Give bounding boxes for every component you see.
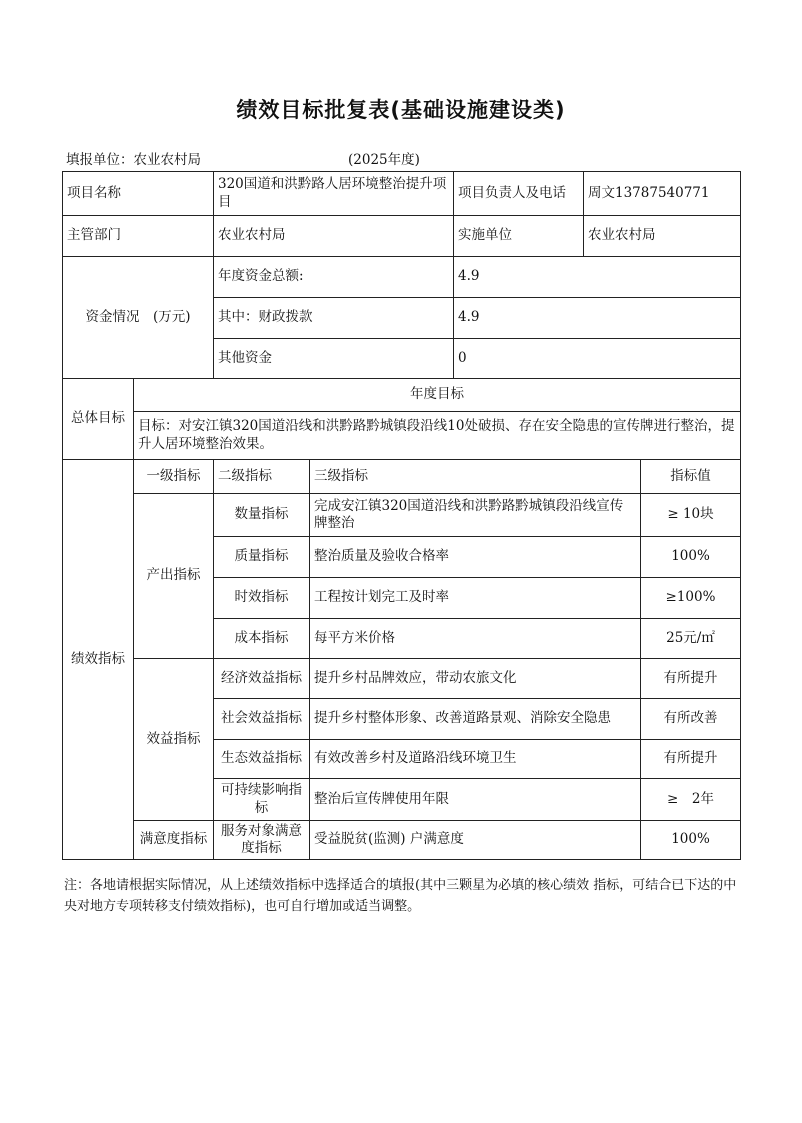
impl-value: 农业农村局	[583, 215, 741, 257]
goal-label: 总体目标	[62, 378, 134, 460]
indicator-l2: 生态效益指标	[213, 739, 310, 779]
satisfaction-indicator-group: 满意度指标	[133, 820, 214, 860]
header-value: 指标值	[640, 459, 741, 494]
indicator-l2: 质量指标	[213, 536, 310, 578]
indicator-l3: 工程按计划完工及时率	[309, 577, 641, 619]
header-level1: 一级指标	[133, 459, 214, 494]
indicator-l3: 有效改善乡村及道路沿线环境卫生	[309, 739, 641, 779]
funds-label: 资金情况 (万元)	[62, 256, 214, 379]
indicator-l3: 提升乡村品牌效应，带动农旅文化	[309, 658, 641, 699]
indicator-value: ≥ 2年	[640, 778, 741, 821]
indicator-l3: 受益脱贫(监测) 户满意度	[309, 820, 641, 860]
output-indicator-group: 产出指标	[133, 493, 214, 659]
indicator-value: ≥ 10块	[640, 493, 741, 537]
indicator-l3: 提升乡村整体形象、改善道路景观、消除安全隐患	[309, 698, 641, 740]
indicator-value: 有所提升	[640, 658, 741, 699]
performance-table	[62, 171, 741, 860]
impl-label: 实施单位	[453, 215, 584, 257]
indicator-l3: 整治后宣传牌使用年限	[309, 778, 641, 821]
indicator-value: 100%	[640, 820, 741, 860]
indicator-l2: 成本指标	[213, 618, 310, 659]
funds-total-label: 年度资金总额:	[213, 256, 454, 298]
project-name-value: 320国道和洪黔路人居环境整治提升项目	[213, 171, 454, 216]
indicator-value: 25元/㎡	[640, 618, 741, 659]
funds-other-value: 0	[453, 338, 741, 379]
indicator-value: 有所提升	[640, 739, 741, 779]
project-leader-value: 周文13787540771	[583, 171, 741, 216]
indicator-l2: 可持续影响指标	[213, 778, 310, 821]
header-level2: 二级指标	[213, 459, 310, 494]
reporting-year: (2025年度)	[348, 152, 420, 168]
indicators-label: 绩效指标	[62, 459, 134, 860]
indicator-l3: 整治质量及验收合格率	[309, 536, 641, 578]
funds-fiscal-value: 4.9	[453, 297, 741, 339]
indicator-value: 100%	[640, 536, 741, 578]
dept-label: 主管部门	[62, 215, 214, 257]
indicator-l2: 服务对象满意度指标	[213, 820, 310, 860]
annual-goal-label: 年度目标	[133, 378, 741, 412]
project-name-label: 项目名称	[62, 171, 214, 216]
indicator-value: ≥100%	[640, 577, 741, 619]
indicator-l3: 每平方米价格	[309, 618, 641, 659]
page-title: 绩效目标批复表(基础设施建设类)	[236, 98, 566, 122]
indicator-value: 有所改善	[640, 698, 741, 740]
indicator-l2: 时效指标	[213, 577, 310, 619]
indicator-l2: 社会效益指标	[213, 698, 310, 740]
indicator-l3: 完成安江镇320国道沿线和洪黔路黔城镇段沿线宣传牌整治	[309, 493, 641, 537]
funds-total-value: 4.9	[453, 256, 741, 298]
header-level3: 三级指标	[309, 459, 641, 494]
project-leader-label: 项目负责人及电话	[453, 171, 584, 216]
annual-goal-text: 目标：对安江镇320国道沿线和洪黔路黔城镇段沿线10处破损、存在安全隐患的宣传牌进行整治，提升人居环境整治效果。	[133, 411, 741, 460]
funds-other-label: 其他资金	[213, 338, 454, 379]
indicator-l2: 数量指标	[213, 493, 310, 537]
indicator-l2: 经济效益指标	[213, 658, 310, 699]
dept-value: 农业农村局	[213, 215, 454, 257]
reporting-unit: 填报单位：农业农村局	[66, 152, 201, 168]
funds-fiscal-label: 其中：财政拨款	[213, 297, 454, 339]
footnote: 注：各地请根据实际情况，从上述绩效指标中选择适合的填报(其中三颗星为必填的核心绩效 指标，可结合已下达的中央对地方专项转移支付绩效指标)，也可自行增加或适当调整。	[64, 878, 737, 914]
benefit-indicator-group: 效益指标	[133, 658, 214, 821]
